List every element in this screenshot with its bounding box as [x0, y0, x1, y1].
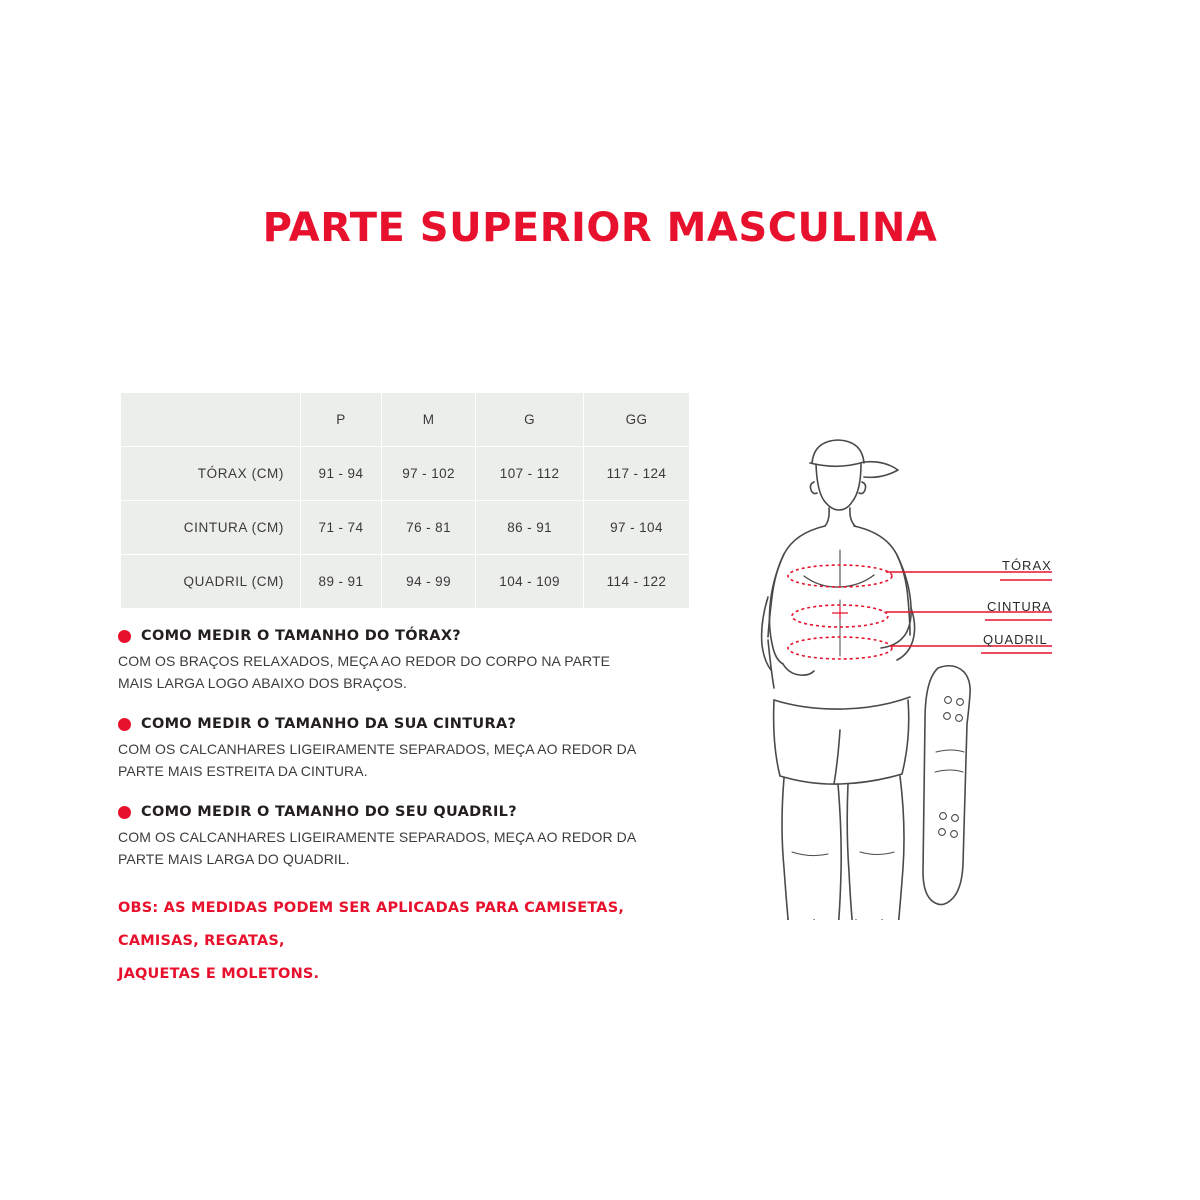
- table-col-g: G: [476, 393, 584, 447]
- body-illustration: [700, 400, 1120, 920]
- row-label-cintura: CINTURA (CM): [121, 501, 301, 555]
- faq-answer-torax: COM OS BRAÇOS RELAXADOS, MEÇA AO REDOR DO CORPO NA PARTE MAIS LARGA LOGO ABAIXO DOS BRAÇOS.: [118, 653, 611, 691]
- bullet-icon: [118, 806, 131, 819]
- figure-label-quadril: QUADRIL: [983, 632, 1048, 647]
- table-col-m: M: [381, 393, 475, 447]
- measurement-instructions: [118, 628, 678, 991]
- faq-question-cintura: [118, 716, 678, 732]
- table-col-p: P: [301, 393, 382, 447]
- faq-question-quadril: [118, 804, 678, 820]
- faq-question-torax-label: COMO MEDIR O TAMANHO DO TÓRAX?: [141, 628, 462, 644]
- size-table: [120, 392, 690, 609]
- bullet-icon: [118, 718, 131, 731]
- faq-answer-cintura: COM OS CALCANHARES LIGEIRAMENTE SEPARADOS, MEÇA AO REDOR DA PARTE MAIS ESTREITA DA CINTURA.: [118, 741, 636, 779]
- faq-question-torax: [118, 628, 678, 644]
- cell-cintura-g: 86 - 91: [476, 501, 584, 555]
- cell-torax-g: 107 - 112: [476, 447, 584, 501]
- note-block: [118, 892, 678, 991]
- cell-torax-m: 97 - 102: [381, 447, 475, 501]
- page-title: PARTE SUPERIOR MASCULINA: [262, 205, 938, 251]
- faq-question-quadril-label: COMO MEDIR O TAMANHO DO SEU QUADRIL?: [141, 804, 517, 820]
- cell-quadril-p: 89 - 91: [301, 555, 382, 609]
- note-line-1: OBS: AS MEDIDAS PODEM SER APLICADAS PARA CAMISETAS, CAMISAS, REGATAS,: [118, 900, 625, 949]
- cell-cintura-p: 71 - 74: [301, 501, 382, 555]
- figure-label-cintura: CINTURA: [987, 599, 1052, 614]
- figure-label-torax: TÓRAX: [1002, 558, 1052, 573]
- cell-quadril-g: 104 - 109: [476, 555, 584, 609]
- cell-cintura-gg: 97 - 104: [583, 501, 689, 555]
- row-label-quadril: QUADRIL (CM): [121, 555, 301, 609]
- faq-question-cintura-label: COMO MEDIR O TAMANHO DA SUA CINTURA?: [141, 716, 517, 732]
- table-row: [121, 447, 690, 501]
- cell-quadril-m: 94 - 99: [381, 555, 475, 609]
- cell-torax-p: 91 - 94: [301, 447, 382, 501]
- bullet-icon: [118, 630, 131, 643]
- note-line-2: JAQUETAS E MOLETONS.: [118, 966, 320, 982]
- table-col-gg: GG: [583, 393, 689, 447]
- table-row: [121, 555, 690, 609]
- skater-figure-svg: [700, 400, 1120, 920]
- cell-cintura-m: 76 - 81: [381, 501, 475, 555]
- table-header-row: [121, 393, 690, 447]
- table-corner-cell: [121, 393, 301, 447]
- cell-quadril-gg: 114 - 122: [583, 555, 689, 609]
- table-row: [121, 501, 690, 555]
- row-label-torax: TÓRAX (CM): [121, 447, 301, 501]
- faq-answer-quadril: COM OS CALCANHARES LIGEIRAMENTE SEPARADOS, MEÇA AO REDOR DA PARTE MAIS LARGA DO QUADRIL.: [118, 829, 636, 867]
- cell-torax-gg: 117 - 124: [583, 447, 689, 501]
